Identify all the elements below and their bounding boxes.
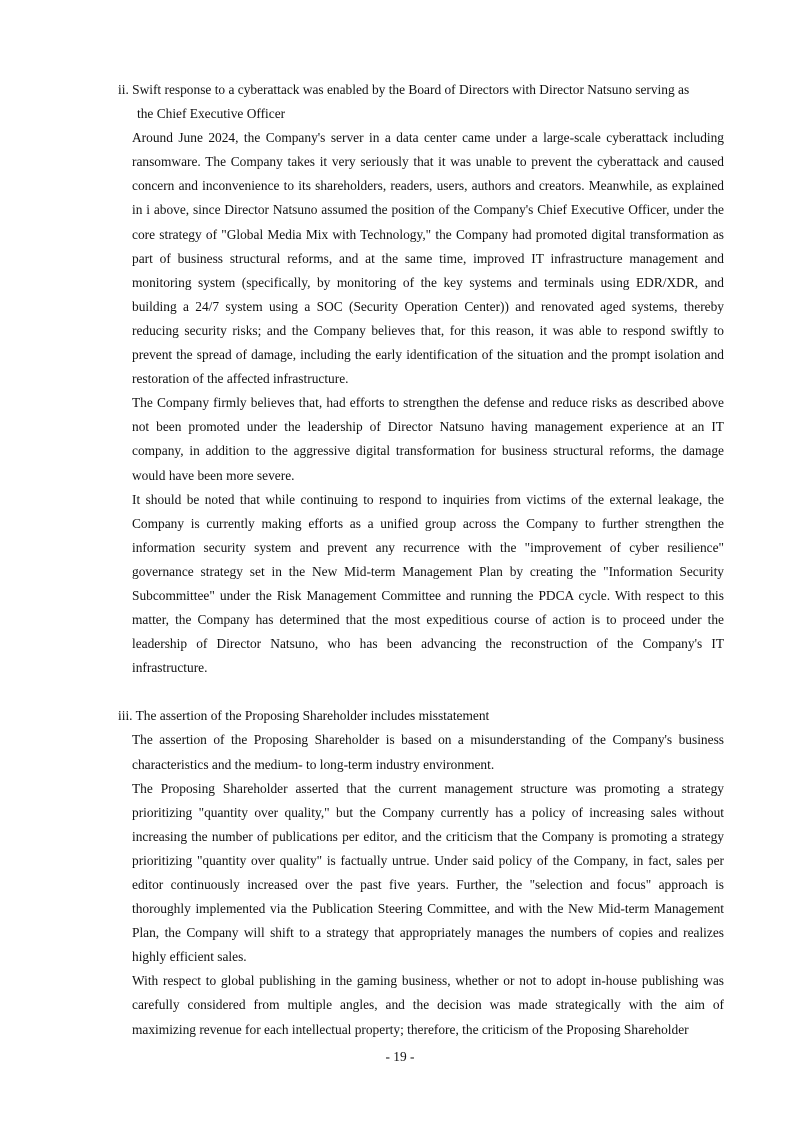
section-iii-paragraph-1: The assertion of the Proposing Shareholder is based on a misunderstanding of the Company's business characteristics and the medium- to long-term industry environment.	[132, 732, 724, 772]
section-ii-heading	[118, 78, 724, 126]
section-ii-heading-line1: ii. Swift response to a cyberattack was enabled by the Board of Directors with Director Natsuno serving as	[118, 82, 690, 97]
section-iii-paragraph-2: The Proposing Shareholder asserted that the current management structure was promoting a strategy prioritizing "quantity over quality," but the Company currently has a policy of increasing sales without increasing the number of publications per editor, and the criticism that the Company is promoting a strategy prioritizing "quantity over quality" is factually untrue. Under said policy of the Company, in fact, sales per editor continuously increased over the past five years. Further, the "selection and focus" approach is thoroughly implemented via the Publication Steering Committee, and with the New Mid-term Management Plan, the Company will shift to a strategy that appropriately manages the numbers of copies and realizes highly efficient sales.	[132, 780, 724, 965]
section-ii-paragraph-2: The Company firmly believes that, had efforts to strengthen the defense and reduce risks as described above not been promoted under the leadership of Director Natsuno having management experience at an IT company, in addition to the aggressive digital transformation for business structural reforms, the damage would have been more severe.	[132, 395, 724, 483]
section-ii-paragraph-3: It should be noted that while continuing to respond to inquiries from victims of the external leakage, the Company is currently making efforts as a unified group across the Company to further strengthen the information security system and prevent any recurrence with the "improvement of cyber resilience" governance strategy set in the New Mid-term Management Plan by creating the "Information Security Subcommittee" under the Risk Management Committee and running the PDCA cycle. With respect to this matter, the Company has determined that the most expeditious course of action is to proceed under the leadership of Director Natsuno, who has been advancing the reconstruction of the Company's IT infrastructure.	[132, 491, 724, 676]
section-iii-paragraph-3: With respect to global publishing in the gaming business, whether or not to adopt in-house publishing was carefully considered from multiple angles, and the decision was made strategically with the aim of maximizing revenue for each intellectual property; therefore, the criticism of the Proposing Shareholder	[132, 973, 724, 1037]
page-number: - 19 -	[385, 1049, 415, 1064]
section-ii-paragraph-1: Around June 2024, the Company's server in a data center came under a large-scale cyberattack including ransomware. The Company takes it very seriously that it was unable to prevent the cyberattack and caused concern and inconvenience to its shareholders, readers, users, authors and creators. Meanwhile, as explained in i above, since Director Natsuno assumed the position of the Company's Chief Executive Officer, under the core strategy of "Global Media Mix with Technology," the Company had promoted digital transformation as part of business structural reforms, and at the same time, improved IT infrastructure management and monitoring system (specifically, by monitoring of the key systems and terminals using EDR/XDR, and building a 24/7 system using a SOC (Security Operation Center)) and renovated aged systems, thereby reducing security risks; and the Company believes that, for this reason, it was able to respond swiftly to prevent the spread of damage, including the early identification of the situation and the prompt isolation and restoration of the affected infrastructure.	[132, 130, 724, 387]
page-body	[118, 78, 724, 1042]
section-iii-heading: iii. The assertion of the Proposing Shareholder includes misstatement	[118, 708, 490, 724]
section-ii	[118, 78, 724, 680]
section-spacer	[118, 680, 724, 704]
section-iii	[118, 704, 724, 1041]
section-ii-heading-line2: the Chief Executive Officer	[137, 106, 286, 122]
